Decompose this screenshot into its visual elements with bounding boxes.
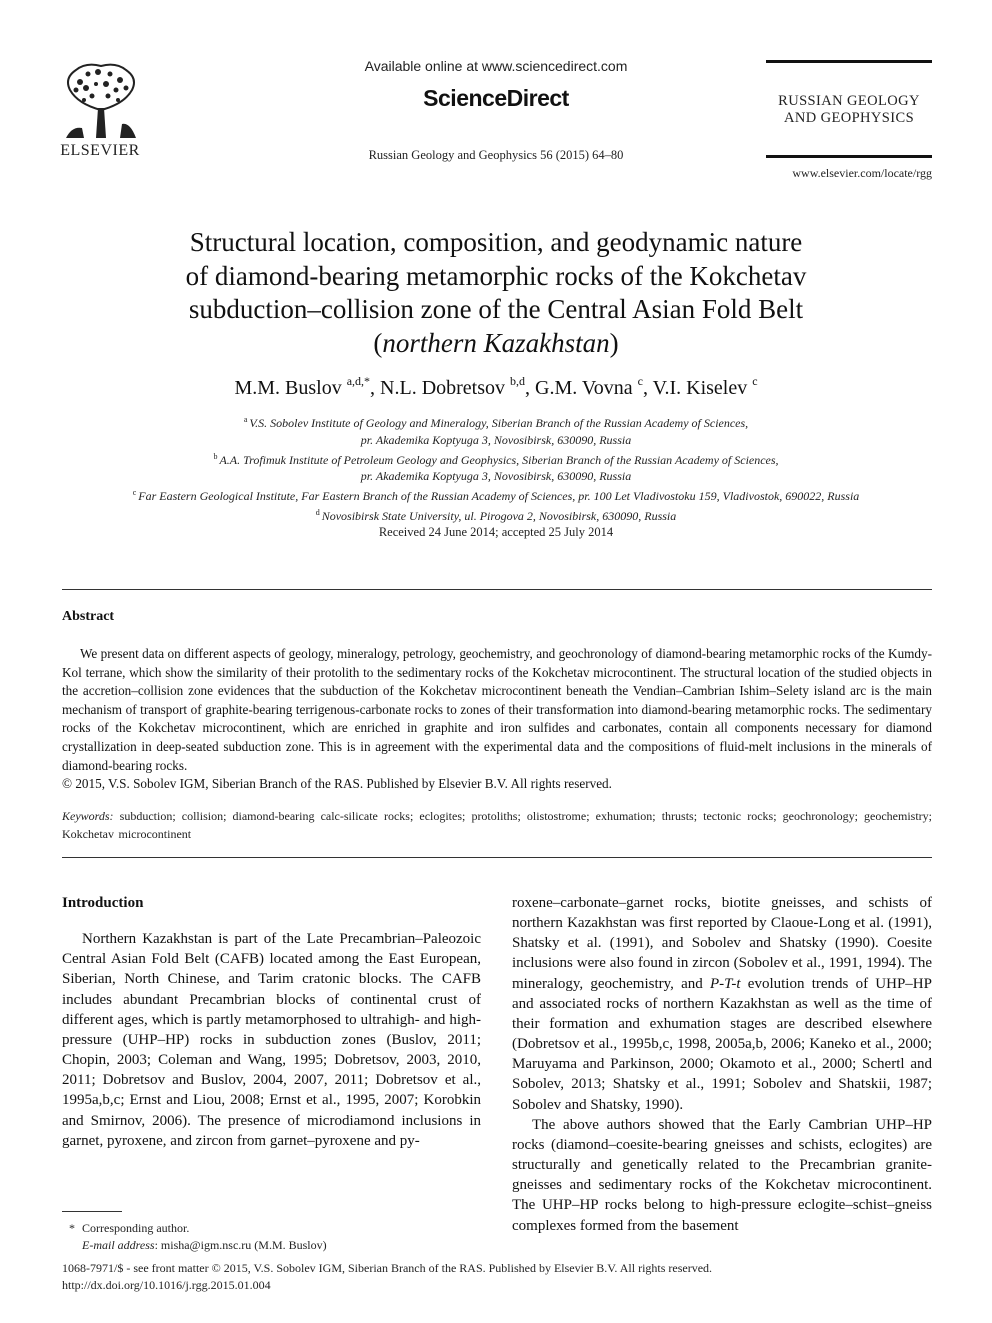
keywords: [62, 808, 932, 843]
journal-citation: Russian Geology and Geophysics 56 (2015) 64–80: [368, 148, 624, 162]
elsevier-tree-icon: [58, 60, 144, 140]
author[interactable]: G.M. Vovna $^c$: [535, 374, 643, 399]
front-matter-notice: 1068-7971/$ - see front matter © 2015, V.S. Sobolev IGM, Siberian Branch of the RAS. Published by Elsevier B.V. All rights reserved.: [62, 1261, 713, 1275]
author-list: M.M. Buslov $^{a,d,*}$, N.L. Dobretsov $^{b,d}$, G.M. Vovna $^c$, V.I. Kiselev $^c$: [234, 374, 758, 399]
abstract-bottom-divider: [62, 857, 932, 858]
elsevier-logo: [50, 60, 150, 160]
available-online-text: Available online at www.sciencedirect.com: [364, 58, 628, 74]
author[interactable]: N.L. Dobretsov $^{b,d}$: [380, 374, 526, 399]
affiliation-d: $^d$ Novosibirsk State University, ul. Pirogova 2, Novosibirsk, 630090, Russia: [315, 507, 677, 523]
journal-brand-top-rule: [766, 60, 932, 63]
abstract-text: We present data on different aspects of geology, mineralogy, petrology, geochemistry, and geochronology of diamond-bearing metamorphic rocks of the Kumdy-Kol terrane, which show the similarity of their protolith to the sedimentary rocks of the Kokchetav microcontinent. The structural location of the studied objects in the accretion–collision zone evidences that the subduction of the Kokchetav microcontinent beneath the Vendian–Cambrian Ishim–Selety island arc is the main mechanism of transport of graphite-bearing terrigenous-carbonate rocks to zones of their transformation into diamond-bearing metamorphic rocks. The sedimentary rocks of the Kokchetav microcontinent, which are enriched in graphite and iron sulfides and carbonates, contain all components necessary for diamond crystallization in deep-seated subduction zone. This is in agreement with the experimental data and the compositions of fluid-melt inclusions in the minerals of diamond-bearing rocks.: [62, 646, 932, 773]
doi-link[interactable]: http://dx.doi.org/10.1016/j.rgg.2015.01.004: [62, 1278, 271, 1292]
affiliation-a-address: pr. Akademika Koptyuga 3, Novosibirsk, 630090, Russia: [360, 432, 632, 447]
title-line-3: subduction–collision zone of the Central Asian Fold Belt: [188, 294, 804, 324]
keywords-label: Keywords:: [62, 809, 114, 823]
body-column-right: [512, 893, 932, 1236]
journal-brand-line-2: AND GEOPHYSICS: [783, 110, 915, 126]
publisher-wordmark: ELSEVIER: [60, 142, 140, 159]
author[interactable]: M.M. Buslov $^{a,d,*}$: [234, 374, 371, 399]
title-line-1: Structural location, composition, and geodynamic nature: [189, 227, 803, 257]
journal-brand: [766, 93, 932, 127]
abstract-top-divider: [62, 589, 932, 590]
corresponding-author-footnote: [62, 1220, 482, 1254]
sciencedirect-brand: ScienceDirect: [423, 85, 569, 111]
email-link[interactable]: : misha@igm.nsc.ru (M.M. Buslov): [154, 1238, 327, 1252]
title-line-2: of diamond-bearing metamorphic rocks of the Kokchetav: [185, 260, 807, 291]
body-paragraph: roxene–carbonate–garnet rocks, biotite gneisses, and schists of northern Kazakhstan was first reported by Claoue-Long et al. (1991), Shatsky et al. (1991), and Sobolev and Shatsky (1990). Coesite inclusions were also found in zircon (Sobolev et al., 1991, 1994). The mineralogy, geochemistry, and P-T-t evolution trends of UHP–HP and associated rocks of northern Kazakhstan as well as the time of their formation and exhumation stages are described elsewhere (Dobretsov et al., 1995b,c, 1998, 2005a,b, 2006; Kaneko et al., 2000; Maruyama and Parkinson, 2000; Okamoto et al., 2000; Schertl and Sobolev, 2013; Shatsky et al., 1991; Sobolev and Shatskii, 1987; Sobolev and Shatsky, 1990).: [512, 895, 932, 1113]
body-paragraph: Northern Kazakhstan is part of the Late Precambrian–Paleozoic Central Asian Fold Belt (CAFB) located among the East European, Siberian, North Chinese, and Tarim cratonic blocks. The CAFB includes abundant Precambrian blocks of continental crust of different ages, which is partly metamorphosed to ultrahigh- and high-pressure (UHP–HP) rocks in subduction zones (Buslov, 2011; Chopin, 2003; Coleman and Wang, 1995; Dobretsov, 2003, 2010, 2011; Dobretsov and Buslov, 2004, 2007, 2011; Dobretsov et al., 1995a,b,c; Ernst and Liou, 2008; Ernst et al., 1995, 2007; Korobkin and Smirnov, 2006). The presence of microdiamond inclusions in garnet, pyroxene, and zircon from garnet–pyroxene and py-: [62, 931, 481, 1149]
journal-url-link[interactable]: www.elsevier.com/locate/rgg: [792, 166, 932, 180]
article-metadata: [62, 1260, 932, 1294]
title-line-4: (northern Kazakhstan): [373, 327, 619, 358]
abstract-body: [62, 645, 932, 794]
footnote-rule: [62, 1211, 122, 1212]
abstract-copyright: © 2015, V.S. Sobolev IGM, Siberian Branch of the RAS. Published by Elsevier B.V. All rights reserved.: [62, 776, 612, 792]
affiliations: [60, 412, 932, 525]
affiliation-b: $^b$ A.A. Trofimuk Institute of Petroleum Geology and Geophysics, Siberian Branch of the Russian Academy of Sciences,: [213, 451, 779, 467]
received-dates: Received 24 June 2014; accepted 25 July 2014: [378, 525, 614, 539]
body-paragraph: The above authors showed that the Early Cambrian UHP–HP rocks (diamond–coesite-bearing gneisses and schists, eclogites) are structurally and genetically related to the Precambrian granite-gneisses and sedimentary rocks of the Kokchetav microcontinent. The UHP–HP rocks belong to high-pressure eclogite–schist–gneiss complexes formed from the basement: [512, 1116, 932, 1234]
journal-brand-line-1: RUSSIAN GEOLOGY: [778, 93, 920, 109]
body-column-left: [62, 893, 481, 1151]
affiliation-b-address: pr. Akademika Koptyuga 3, Novosibirsk, 630090, Russia: [360, 469, 632, 484]
author[interactable]: V.I. Kiselev $^c$: [652, 374, 758, 399]
article-title: [100, 226, 892, 360]
abstract-heading: Abstract: [62, 609, 115, 624]
affiliation-a: $^a$ V.S. Sobolev Institute of Geology and Mineralogy, Siberian Branch of the Russian Academy of Sciences,: [243, 415, 749, 430]
corresponding-author-line: * Corresponding author.: [69, 1221, 190, 1235]
email-line: E-mail address: misha@igm.nsc.ru (M.M. Buslov): [82, 1238, 327, 1252]
section-heading-introduction: Introduction: [62, 895, 144, 911]
affiliation-c: $^c$ Far Eastern Geological Institute, Far Eastern Branch of the Russian Academy of Sciences, pr. 100 Let Vladivostoku 159, Vladivostok, 690022, Russia: [132, 488, 860, 504]
keywords-list: subduction; collision; diamond-bearing calc-silicate rocks; eclogites; protoliths; olistostrome; exhumation; thrusts; tectonic rocks; geochronology; geochemistry; Kokchetav microcontinent: [62, 809, 933, 841]
journal-brand-bottom-rule: [766, 155, 932, 158]
